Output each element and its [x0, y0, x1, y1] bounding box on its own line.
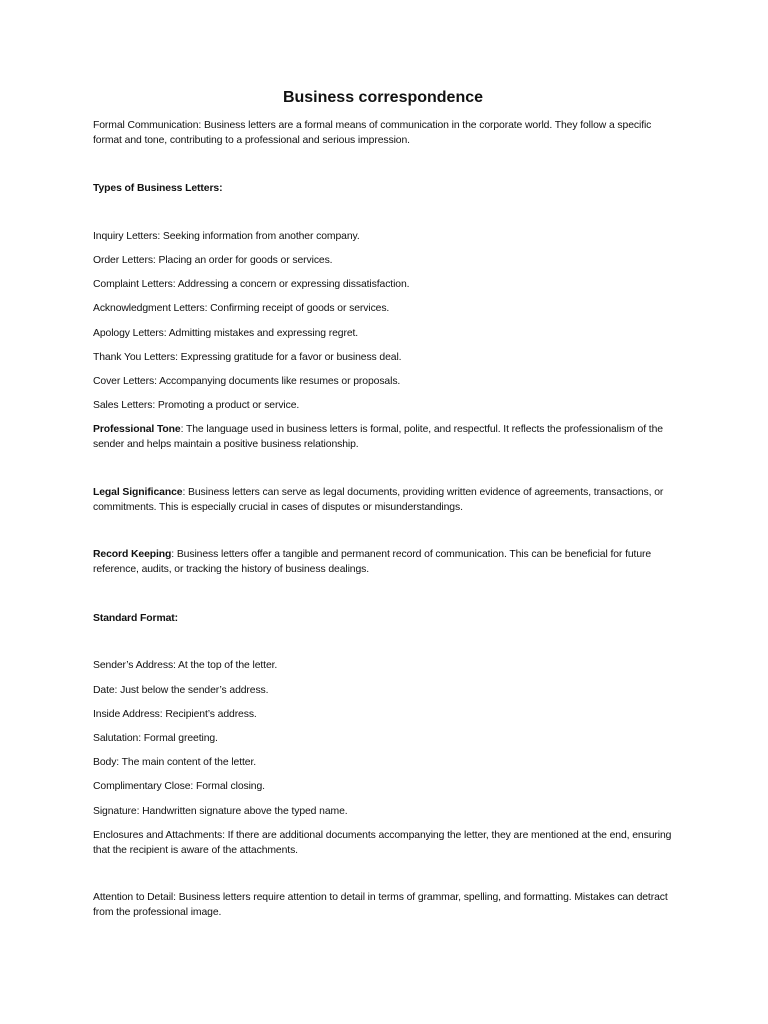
list-item: Complimentary Close: Formal closing. — [93, 781, 265, 792]
record-keeping-label: Record Keeping — [93, 549, 172, 560]
professional-tone-paragraph — [93, 422, 673, 452]
list-item: Inquiry Letters: Seeking information from another company. — [93, 231, 360, 242]
list-item: Date: Just below the sender’s address. — [93, 685, 269, 696]
professional-tone-label: Professional Tone — [93, 424, 181, 435]
record-keeping-text: : Business letters offer a tangible and permanent record of communication. This can be beneficial for future reference, audits, or tracking the history of business dealings. — [93, 549, 652, 575]
legal-significance-paragraph — [93, 485, 673, 515]
types-heading: Types of Business Letters: — [93, 183, 223, 194]
legal-significance-label: Legal Significance — [93, 487, 183, 498]
list-item: Body: The main content of the letter. — [93, 757, 257, 768]
professional-tone-text: : The language used in business letters is formal, polite, and respectful. It reflects the professionalism of the sender and helps maintain a positive business relationship. — [93, 424, 663, 450]
record-keeping-paragraph — [93, 547, 673, 577]
list-item: Complaint Letters: Addressing a concern or expressing dissatisfaction. — [93, 279, 410, 290]
attention-paragraph: Attention to Detail: Business letters require attention to detail in terms of grammar, spelling, and formatting. Mistakes can detract from the professional image. — [93, 892, 668, 918]
page-title: Business correspondence — [282, 89, 484, 106]
list-item: Apology Letters: Admitting mistakes and expressing regret. — [93, 328, 359, 339]
list-item: Enclosures and Attachments: If there are additional documents accompanying the letter, they are mentioned at the end, ensuring that the recipient is aware of the attachments. — [93, 830, 672, 856]
legal-significance-text: : Business letters can serve as legal documents, providing written evidence of agreements, transactions, or commitments. This is especially crucial in cases of disputes or misunderstandings. — [93, 487, 664, 513]
format-heading: Standard Format: — [93, 613, 178, 624]
list-item: Sales Letters: Promoting a product or service. — [93, 400, 300, 411]
list-item: Sender’s Address: At the top of the letter. — [93, 660, 278, 671]
list-item: Signature: Handwritten signature above the typed name. — [93, 806, 348, 817]
list-item: Salutation: Formal greeting. — [93, 733, 218, 744]
list-item: Acknowledgment Letters: Confirming receipt of goods or services. — [93, 303, 390, 314]
list-item: Cover Letters: Accompanying documents like resumes or proposals. — [93, 376, 401, 387]
intro-paragraph: Formal Communication: Business letters are a formal means of communication in the corporate world. They follow a specific format and tone, contributing to a professional and serious impression. — [93, 120, 652, 146]
list-item: Inside Address: Recipient’s address. — [93, 709, 257, 720]
list-item: Thank You Letters: Expressing gratitude for a favor or business deal. — [93, 352, 402, 363]
list-item: Order Letters: Placing an order for goods or services. — [93, 255, 333, 266]
